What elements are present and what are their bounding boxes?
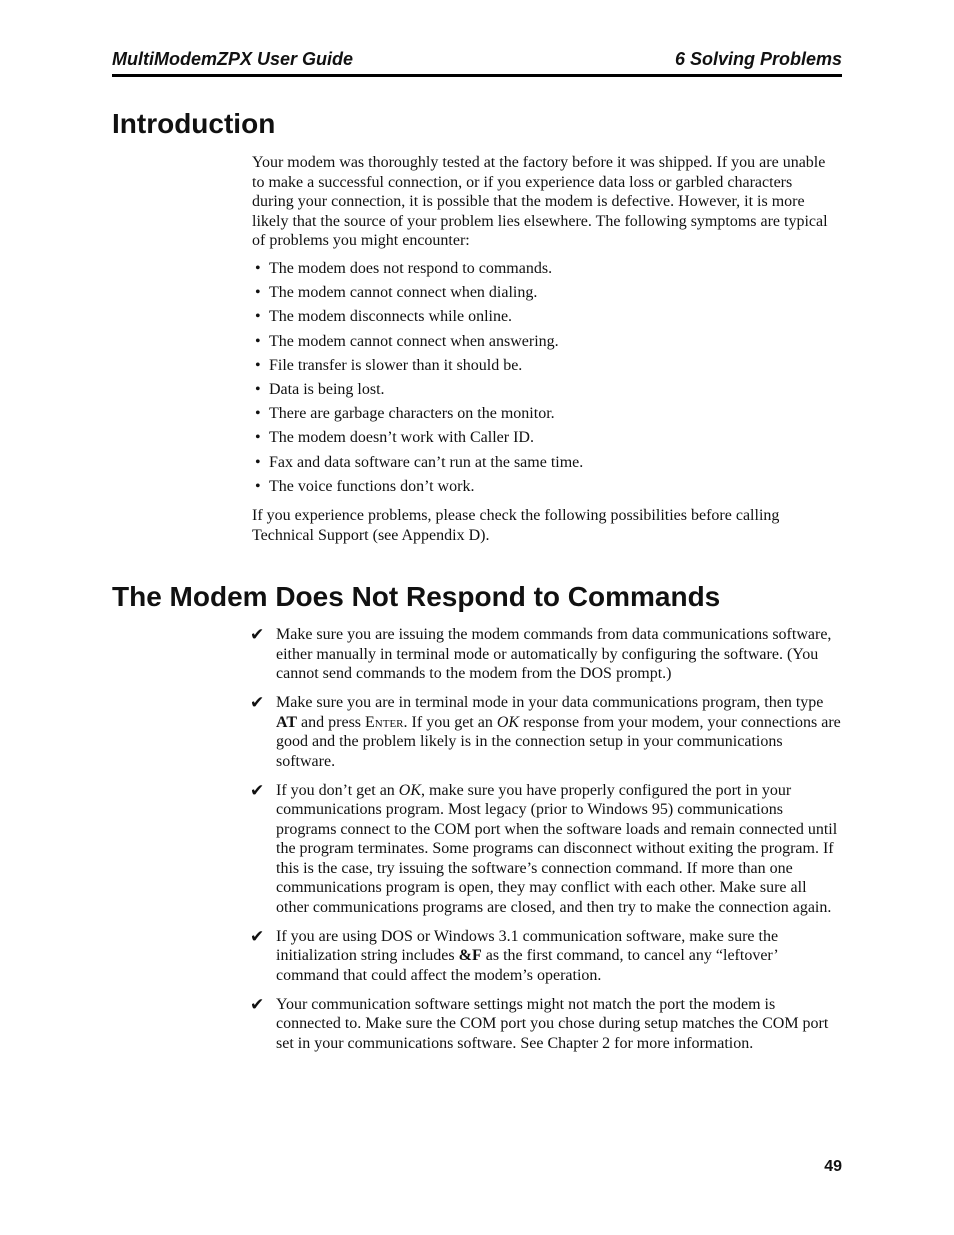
- symptom-list: [255, 259, 583, 501]
- checklist-item: [250, 693, 845, 771]
- checklist-item-text: If you are using DOS or Windows 3.1 communication software, make sure the initialization string includes &F as the first command, to cancel any “leftover’ command that could affect the modem’s operation.: [276, 927, 779, 984]
- check-mark-icon: ✔: [250, 926, 265, 946]
- list-item: • The voice functions don’t work.: [255, 477, 475, 495]
- list-item-text: The modem does not respond to commands.: [269, 260, 553, 277]
- list-item-text: Data is being lost.: [269, 380, 385, 398]
- checklist-item: [250, 927, 845, 986]
- header-rule: [112, 74, 842, 77]
- check-mark-icon: ✔: [250, 780, 265, 800]
- list-item-text: There are garbage characters on the monitor.: [269, 405, 555, 423]
- check-mark-icon: ✔: [250, 994, 265, 1014]
- troubleshooting-checklist: [250, 625, 845, 1063]
- running-header: [112, 49, 842, 73]
- list-item: • There are garbage characters on the monitor.: [255, 405, 555, 423]
- list-item: • The modem doesn’t work with Caller ID.: [255, 429, 534, 447]
- list-item: • The modem cannot connect when answering.: [255, 332, 559, 350]
- checklist-item: [250, 625, 845, 684]
- command-amp-f: &F: [458, 947, 482, 964]
- checklist-item-text: Make sure you are in terminal mode in your data communications program, then type AT and press Enter. If you get an OK response from your modem, your connections are good and the problem likely is in the connection setup in your communications software.: [276, 694, 841, 770]
- check-mark-icon: ✔: [250, 625, 265, 644]
- list-item-text: The voice functions don’t work.: [269, 477, 475, 495]
- list-item: • Data is being lost.: [255, 380, 385, 398]
- intro-closing-paragraph: If you experience problems, please check the following possibilities before calling Technical Support (see Appendix D).: [252, 507, 780, 544]
- response-ok: OK: [496, 713, 520, 731]
- list-item: • The modem does not respond to commands.: [255, 260, 553, 277]
- list-item-text: The modem cannot connect when answering.: [269, 332, 559, 350]
- list-item: • The modem disconnects while online.: [255, 308, 513, 326]
- page-number: 49: [824, 1158, 842, 1175]
- list-item: • Fax and data software can’t run at the same time.: [255, 453, 584, 471]
- check-mark-icon: ✔: [250, 693, 265, 712]
- checklist-item-text: If you don’t get an OK, make sure you have properly configured the port in your communications program. Most legacy (prior to Windows 95) communications programs connect to the COM port when the software loads and remain connected until the program terminates. Some programs can disconnect without exiting the program. If this is the case, try issuing the software’s connection command. If more than one communications program is open, they may conflict with each other. Make sure all other communications programs are closed, and then try to make the connection again.: [276, 781, 838, 916]
- checklist-item-text: Your communication software settings might not match the port the modem is connected to. Make sure the COM port you chose during setup matches the COM port set in your communications software. See Chapter 2 for more information.: [276, 995, 829, 1052]
- list-item: • File transfer is slower than it should be.: [255, 356, 523, 374]
- list-item-text: The modem disconnects while online.: [269, 308, 513, 326]
- list-item-text: Fax and data software can’t run at the same time.: [269, 453, 584, 471]
- intro-paragraph: Your modem was thoroughly tested at the factory before it was shipped. If you are unable to make a successful connection, or if you experience data loss or garbled characters during your connection, it is possible that the modem is defective. However, it is more likely that the source of your problem lies elsewhere. The following symptoms are typical of problems you might encounter:: [252, 154, 828, 249]
- section-heading-modem-not-responding: The Modem Does Not Respond to Commands: [112, 581, 721, 612]
- list-item-text: The modem cannot connect when dialing.: [269, 284, 538, 302]
- section-heading-introduction: Introduction: [112, 108, 276, 139]
- list-item-text: File transfer is slower than it should be.: [269, 356, 523, 374]
- header-chapter-title: 6 Solving Problems: [674, 49, 842, 69]
- checklist-item: [250, 781, 845, 918]
- header-guide-title: MultiModemZPX User Guide: [112, 49, 354, 69]
- list-item: • The modem cannot connect when dialing.: [255, 284, 538, 302]
- command-at: AT: [276, 713, 298, 731]
- checklist-item-text: Make sure you are issuing the modem commands from data communications software, either manually in terminal mode or automatically by configuring the software. (You cannot send commands to the modem from the DOS prompt.): [276, 626, 832, 682]
- list-item-text: The modem doesn’t work with Caller ID.: [269, 429, 534, 447]
- key-enter: Enter: [365, 713, 404, 731]
- response-ok: OK: [398, 781, 422, 799]
- checklist-item: [250, 995, 845, 1054]
